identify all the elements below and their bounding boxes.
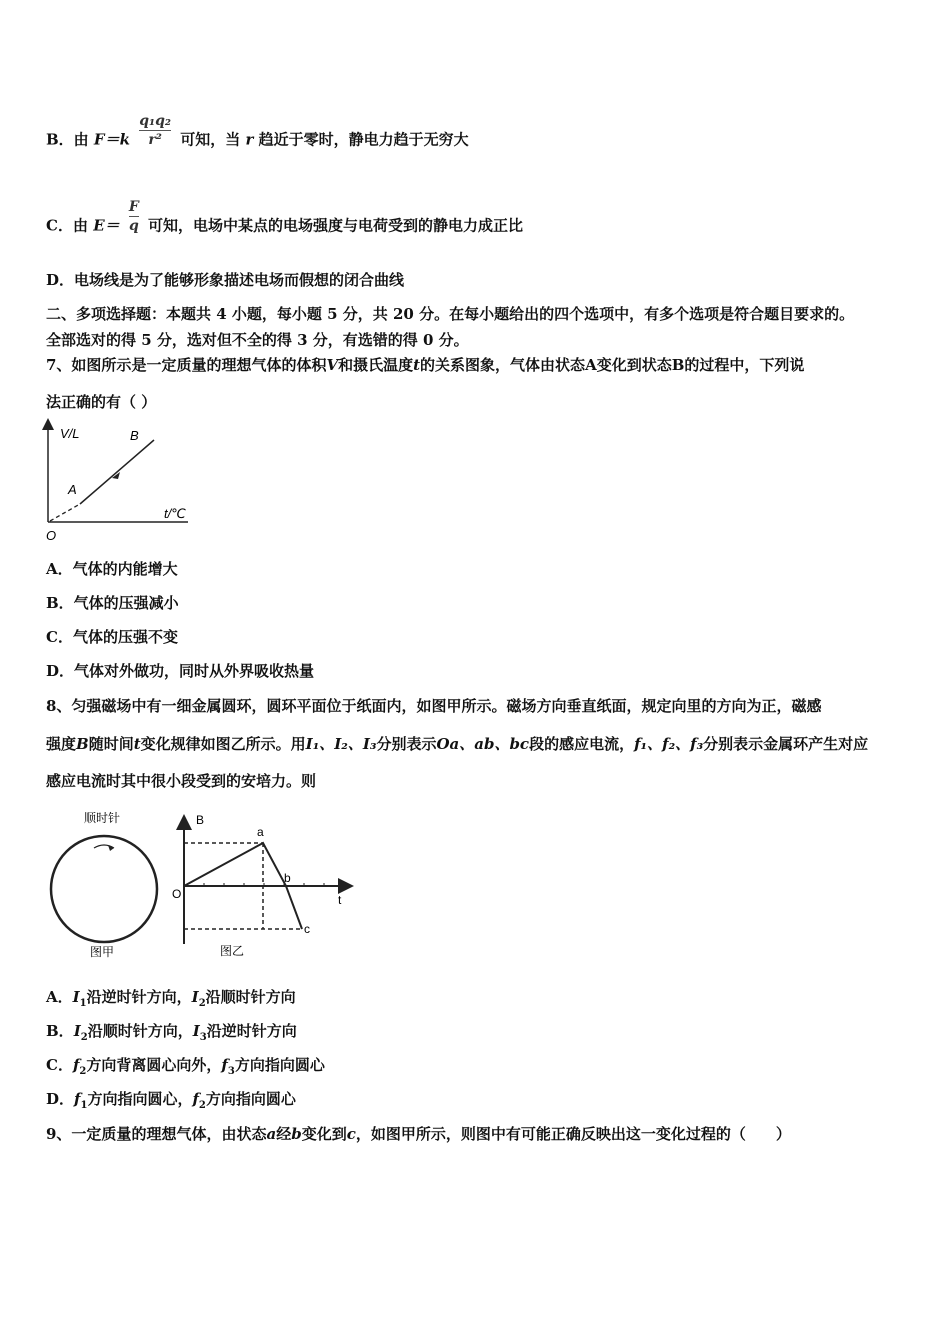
q8-option-a: A．$I_1$沿逆时针方向，$I_2$沿顺时针方向 bbox=[46, 988, 296, 1009]
q8-option-b: B．$I_2$沿顺时针方向，$I_3$沿逆时针方向 bbox=[46, 1022, 297, 1043]
ring-caption: 图甲 bbox=[90, 945, 115, 959]
metal-ring bbox=[51, 836, 157, 942]
q8-figure-ring bbox=[44, 806, 168, 966]
q8-figure-bt-graph bbox=[168, 812, 358, 962]
q6-option-d: D．电场线是为了能够形象描述电场而假想的闭合曲线 bbox=[46, 271, 405, 289]
q7-option-a: A．气体的内能增大 bbox=[46, 560, 178, 578]
q8-option-c: C．$f_2$方向背离圆心向外，$f_3$方向指向圆心 bbox=[46, 1056, 325, 1077]
process-line-ab bbox=[80, 440, 154, 504]
t-axis-label: t bbox=[338, 893, 342, 907]
q6-option-c: C．由 E＝ $\frac{F}{q}$ 可知，电场中某点的电场强度与电荷受到的静电力成正比 bbox=[46, 199, 524, 235]
q8-option-d: D．$f_1$方向指向圆心，$f_2$方向指向圆心 bbox=[46, 1090, 296, 1111]
point-b-label: b bbox=[284, 871, 291, 885]
q8-stem-line3: 感应电流时其中很小段受到的安培力。则 bbox=[46, 772, 317, 790]
q6-option-b: B．由 F＝k $\frac{\text{q₁q₂}}{\text{r²}}$ 可知，当 r 趋近于零时，静电力趋于无穷大 bbox=[46, 113, 469, 149]
point-b-label: B bbox=[130, 428, 139, 443]
t-axis-label: t/℃ bbox=[164, 506, 186, 521]
q9-stem: 9、一定质量的理想气体，由状态a经b变化到c，如图甲所示，则图中有可能正确反映出这一变化过程的（ ） bbox=[46, 1125, 791, 1143]
q8-stem-line2: 强度B随时间t变化规律如图乙所示。用I₁、I₂、I₃分别表示Oa、ab、bc段的感应电流，f₁、f₂、f₃分别表示金属环产生对应 bbox=[46, 735, 869, 753]
q7-option-d: D．气体对外做功，同时从外界吸收热量 bbox=[46, 662, 315, 680]
q7-stem-line1: 7、如图所示是一定质量的理想气体的体积V和摄氏温度t的关系图象，气体由状态A变化到状态B的过程中，下列说 bbox=[46, 356, 805, 374]
q7-option-c: C．气体的压强不变 bbox=[46, 628, 178, 646]
ring-title: 顺时针 bbox=[84, 811, 121, 825]
point-a-label: A bbox=[68, 482, 77, 497]
extrapolation-line bbox=[50, 504, 80, 521]
q7-option-b: B．气体的压强减小 bbox=[46, 594, 179, 612]
v-axis-label: V/L bbox=[60, 426, 80, 441]
origin-label: O bbox=[172, 887, 182, 901]
section2-line1: 二、多项选择题：本题共 4 小题，每小题 5 分，共 20 分。在每小题给出的四个选项中，有多个选项是符合题目要求的。 bbox=[46, 305, 855, 323]
q7-stem-line2: 法正确的有（ ） bbox=[46, 393, 157, 411]
q7-vt-graph bbox=[40, 418, 200, 546]
fraction-f-q: $\frac{F}{q}$ bbox=[128, 199, 139, 234]
b-axis-label: B bbox=[196, 813, 205, 827]
graph-caption: 图乙 bbox=[220, 944, 245, 958]
q8-stem-line1: 8、匀强磁场中有一细金属圆环，圆环平面位于纸面内，如图甲所示。磁场方向垂直纸面，规定向里的方向为正，磁感 bbox=[46, 697, 822, 715]
section2-line2: 全部选对的得 5 分，选对但不全的得 3 分，有选错的得 0 分。 bbox=[46, 331, 469, 349]
origin-label: O bbox=[46, 528, 57, 543]
fraction-q1q2-r2: $\frac{\text{q₁q₂}}{\text{r²}}$ bbox=[139, 113, 172, 148]
point-c-label: c bbox=[304, 922, 310, 936]
point-a-label: a bbox=[257, 825, 264, 839]
